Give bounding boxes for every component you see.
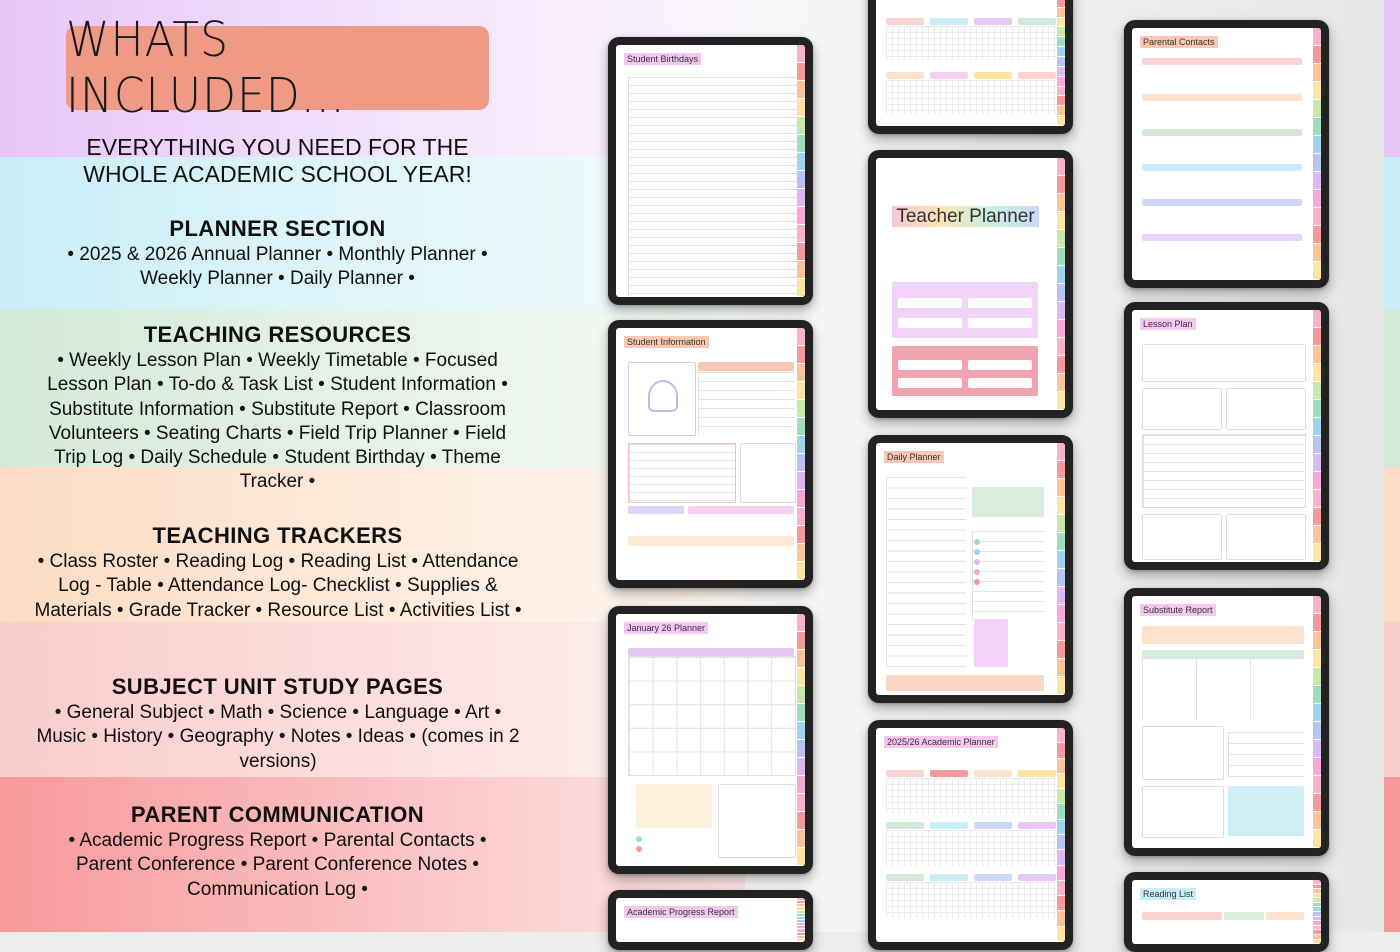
topic-box	[1142, 344, 1306, 382]
teacher-section-box	[892, 346, 1038, 396]
month-label	[1018, 18, 1056, 25]
page-heading: Student Information	[624, 336, 709, 348]
teacher-link[interactable]	[898, 378, 962, 388]
side-tab[interactable]	[1313, 704, 1321, 722]
planner-link[interactable]	[898, 298, 962, 308]
tablet-academic-planner	[868, 720, 1073, 950]
screen	[1132, 596, 1321, 848]
screen	[1132, 28, 1321, 280]
side-tab[interactable]	[797, 526, 805, 544]
side-tab[interactable]	[1057, 158, 1065, 176]
side-tab[interactable]	[1313, 118, 1321, 136]
tablet-reading-list	[1124, 872, 1329, 952]
side-tab[interactable]	[797, 135, 805, 153]
page-heading: Lesson Plan	[1140, 318, 1196, 330]
month-label	[974, 822, 1012, 829]
side-tab[interactable]	[1057, 461, 1065, 479]
page-heading: January 26 Planner	[624, 622, 708, 634]
list-dot	[636, 846, 642, 852]
side-tab[interactable]	[1057, 96, 1065, 106]
title-badge	[66, 11, 489, 125]
screen	[1132, 880, 1321, 944]
section-tabs[interactable]	[1057, 443, 1065, 695]
section-tabs[interactable]	[797, 45, 805, 297]
side-tab[interactable]	[797, 472, 805, 490]
side-tab[interactable]	[1057, 927, 1065, 942]
screen	[616, 45, 805, 297]
side-tab[interactable]	[1313, 614, 1321, 632]
students-table	[1142, 658, 1304, 720]
month-label	[974, 874, 1012, 881]
homework-box	[1142, 514, 1222, 560]
students-header	[1142, 650, 1304, 658]
notes-bar	[628, 536, 794, 546]
month-label	[886, 874, 924, 881]
cover-title: Teacher Planner	[876, 206, 1055, 228]
side-tab[interactable]	[797, 562, 805, 580]
edge-stripe-coral	[1384, 777, 1400, 932]
footer-bar	[886, 675, 1044, 691]
side-tab[interactable]	[797, 794, 805, 812]
mini-calendars	[886, 80, 1056, 114]
side-tab[interactable]	[1313, 740, 1321, 758]
tablet-student-information	[608, 320, 813, 588]
page-heading: Student Birthdays	[624, 53, 701, 65]
month-label	[1018, 72, 1056, 79]
month-label	[930, 770, 968, 777]
section-items-teaching-resources: • Weekly Lesson Plan • Weekly Timetable • Focused Lesson Plan • To-do & Task List • Student Information • Substitute Information • Substitute Report • Classroom Volunteers • Seating Charts • Field Trip Planner • Field Trip Log • Daily Schedule • Student Birthday • Theme Tracker •	[47, 350, 508, 493]
section-tabs[interactable]	[1057, 158, 1065, 410]
side-tab[interactable]	[1057, 47, 1065, 57]
side-tab[interactable]	[797, 668, 805, 686]
tablet-annual-calendar-top	[868, 0, 1073, 134]
objective-box	[1142, 388, 1222, 430]
side-tab[interactable]	[1057, 896, 1065, 911]
side-tab[interactable]	[1057, 67, 1065, 77]
edge-stripe-cyan	[1384, 157, 1400, 310]
side-tab[interactable]	[1313, 940, 1321, 944]
tablet-teacher-planner	[868, 150, 1073, 418]
label-pink	[688, 506, 794, 514]
side-tab[interactable]	[1057, 820, 1065, 835]
contact-header	[1142, 199, 1302, 206]
mini-calendars	[886, 778, 1056, 814]
side-tab[interactable]	[1057, 866, 1065, 881]
teacher-link[interactable]	[968, 378, 1032, 388]
side-tab[interactable]	[797, 189, 805, 207]
tablet-january-planner	[608, 606, 813, 874]
side-tab[interactable]	[1057, 774, 1065, 789]
side-tab[interactable]	[1057, 338, 1065, 356]
side-tab[interactable]	[1313, 812, 1321, 830]
side-tab[interactable]	[1057, 212, 1065, 230]
todo-dot	[974, 549, 980, 555]
side-tab[interactable]	[1313, 454, 1321, 472]
screen	[876, 0, 1065, 126]
side-tab[interactable]	[1313, 472, 1321, 490]
todo-dot	[974, 569, 980, 575]
section-tabs[interactable]	[1057, 728, 1065, 942]
side-tab[interactable]	[797, 81, 805, 99]
side-tab[interactable]	[1057, 881, 1065, 896]
side-tab[interactable]	[1057, 911, 1065, 926]
side-tab[interactable]	[1057, 18, 1065, 28]
side-tab[interactable]	[797, 722, 805, 740]
section-tabs[interactable]	[1313, 310, 1321, 562]
tagline-line-2: WHOLE ACADEMIC SCHOOL YEAR!	[83, 161, 472, 187]
mini-calendars	[886, 882, 1056, 918]
side-tab[interactable]	[1057, 569, 1065, 587]
page-heading: Daily Planner	[884, 451, 944, 463]
activity-summary	[1142, 434, 1306, 508]
side-tab[interactable]	[797, 99, 805, 117]
month-label	[1018, 770, 1056, 777]
month-label	[930, 822, 968, 829]
tablet-academic-progress	[608, 890, 813, 950]
hourly-schedule	[886, 477, 966, 667]
side-tab[interactable]	[797, 812, 805, 830]
page-heading: 2025/26 Academic Planner	[884, 736, 998, 748]
month-label	[930, 72, 968, 79]
side-tab[interactable]	[1313, 364, 1321, 382]
side-tab[interactable]	[797, 243, 805, 261]
edge-stripe-peach	[1384, 467, 1400, 622]
side-tab[interactable]	[1313, 136, 1321, 154]
month-label	[886, 770, 924, 777]
report-card	[1228, 732, 1304, 778]
teacher-link[interactable]	[898, 360, 962, 370]
side-tab[interactable]	[797, 328, 805, 346]
screen	[616, 328, 805, 580]
side-tab[interactable]	[1057, 284, 1065, 302]
month-label	[974, 18, 1012, 25]
page-heading: Academic Progress Report	[624, 906, 738, 918]
side-tab[interactable]	[1057, 116, 1065, 126]
reminders-box	[974, 619, 1008, 667]
month-label	[930, 18, 968, 25]
side-tab[interactable]	[1057, 605, 1065, 623]
list-header	[1224, 912, 1264, 920]
section-items-teaching-trackers: • Class Roster • Reading Log • Reading List • Attendance Log - Table • Attendance Log- Checklist • Supplies & Materials • Grade Tracker • Resource List • Activities List •	[34, 551, 522, 621]
page-heading: Reading List	[1140, 888, 1196, 900]
side-tab[interactable]	[1057, 587, 1065, 605]
side-tab[interactable]	[1313, 190, 1321, 208]
todo-dot	[974, 579, 980, 585]
section-tabs[interactable]	[1313, 28, 1321, 280]
materials-box	[1226, 388, 1306, 430]
side-tab[interactable]	[1057, 850, 1065, 865]
side-tab[interactable]	[1057, 659, 1065, 677]
side-tab[interactable]	[1057, 623, 1065, 641]
side-tab[interactable]	[1057, 804, 1065, 819]
notes-box	[740, 443, 796, 503]
section-tabs[interactable]	[797, 614, 805, 866]
screen	[616, 614, 805, 866]
screen	[616, 898, 805, 942]
side-tab[interactable]	[1057, 0, 1065, 8]
side-tab[interactable]	[1313, 328, 1321, 346]
side-tab[interactable]	[1313, 244, 1321, 262]
completed-work-box	[1142, 726, 1224, 780]
side-tab[interactable]	[1057, 266, 1065, 284]
side-tab[interactable]	[797, 400, 805, 418]
page-heading: Parental Contacts	[1140, 36, 1218, 48]
tablet-parental-contacts	[1124, 20, 1329, 288]
contact-header	[1142, 129, 1302, 136]
month-label	[930, 874, 968, 881]
month-grid	[628, 77, 798, 297]
side-tab[interactable]	[797, 614, 805, 632]
side-tab[interactable]	[797, 279, 805, 297]
info-table	[628, 443, 736, 503]
side-tab[interactable]	[1313, 668, 1321, 686]
side-tab[interactable]	[797, 686, 805, 704]
todo-dot	[974, 539, 980, 545]
side-tab[interactable]	[797, 830, 805, 848]
side-tab[interactable]	[1313, 544, 1321, 562]
tablet-daily-planner	[868, 435, 1073, 703]
side-tab[interactable]	[797, 207, 805, 225]
unexpected-box	[1142, 786, 1224, 838]
section-heading-parent-communication: PARENT COMMUNICATION	[130, 802, 425, 827]
side-tab[interactable]	[797, 632, 805, 650]
contact-header	[1142, 58, 1302, 65]
side-tab[interactable]	[1313, 650, 1321, 668]
side-tab[interactable]	[1057, 551, 1065, 569]
screen	[876, 158, 1065, 410]
side-tab[interactable]	[1313, 226, 1321, 244]
side-tab[interactable]	[797, 436, 805, 454]
side-tab[interactable]	[1057, 106, 1065, 116]
side-tab[interactable]	[797, 776, 805, 794]
side-tab[interactable]	[797, 225, 805, 243]
tablet-substitute-report	[1124, 588, 1329, 856]
side-tab[interactable]	[797, 544, 805, 562]
side-tab[interactable]	[1313, 28, 1321, 46]
side-tab[interactable]	[1057, 8, 1065, 18]
list-header	[1266, 912, 1304, 920]
month-label	[974, 72, 1012, 79]
side-tab[interactable]	[797, 490, 805, 508]
month-label	[974, 770, 1012, 777]
month-label	[1018, 874, 1056, 881]
month-label	[1018, 822, 1056, 829]
side-tab[interactable]	[797, 848, 805, 866]
edge-stripe-pink	[1384, 622, 1400, 777]
side-tab[interactable]	[1313, 82, 1321, 100]
tagline	[30, 134, 525, 188]
side-tab[interactable]	[1057, 743, 1065, 758]
section-items-parent-communication: • Academic Progress Report • Parental Contacts • Parent Conference • Parent Conference Notes • Communication Log •	[68, 830, 487, 900]
side-tab[interactable]	[1057, 497, 1065, 515]
side-tab[interactable]	[1313, 418, 1321, 436]
side-tab[interactable]	[797, 171, 805, 189]
profile-rows	[698, 372, 794, 434]
side-tab[interactable]	[1057, 479, 1065, 497]
side-tab[interactable]	[1057, 374, 1065, 392]
side-tab[interactable]	[1313, 794, 1321, 812]
side-tab[interactable]	[1057, 759, 1065, 774]
screen	[876, 443, 1065, 695]
side-tab[interactable]	[797, 382, 805, 400]
side-tab[interactable]	[797, 261, 805, 279]
priorities-box	[972, 487, 1044, 517]
section-tabs[interactable]	[797, 898, 805, 942]
todo-dot	[974, 559, 980, 565]
side-tab[interactable]	[1313, 776, 1321, 794]
side-tab[interactable]	[1313, 64, 1321, 82]
side-tab[interactable]	[1057, 533, 1065, 551]
student-profile-header	[698, 362, 794, 371]
list-header	[1142, 912, 1222, 920]
side-tab[interactable]	[1313, 46, 1321, 64]
section-heading-teaching-trackers: TEACHING TRACKERS	[152, 523, 403, 548]
side-tab[interactable]	[1313, 526, 1321, 544]
todo-list	[972, 531, 1044, 621]
side-tab[interactable]	[1057, 443, 1065, 461]
side-tab[interactable]	[1313, 154, 1321, 172]
side-tab[interactable]	[797, 508, 805, 526]
side-tab[interactable]	[797, 650, 805, 668]
side-tab[interactable]	[1057, 392, 1065, 410]
side-tab[interactable]	[1057, 789, 1065, 804]
side-tab[interactable]	[797, 364, 805, 382]
notes-box	[718, 784, 796, 858]
side-tab[interactable]	[1313, 490, 1321, 508]
contact-header	[1142, 234, 1302, 241]
section-heading-subject-unit: SUBJECT UNIT STUDY PAGES	[111, 674, 444, 699]
side-tab[interactable]	[797, 153, 805, 171]
calendar-grid	[628, 656, 796, 776]
side-tab[interactable]	[797, 63, 805, 81]
side-tab[interactable]	[1057, 677, 1065, 695]
section-tabs[interactable]	[1313, 596, 1321, 848]
side-tab[interactable]	[1313, 758, 1321, 776]
side-tab[interactable]	[1057, 57, 1065, 67]
side-tab[interactable]	[1057, 194, 1065, 212]
screen	[876, 728, 1065, 942]
side-tab[interactable]	[1313, 262, 1321, 280]
side-tab[interactable]	[1313, 722, 1321, 740]
side-tab[interactable]	[1313, 686, 1321, 704]
section-heading-teaching-resources: TEACHING RESOURCES	[143, 322, 412, 347]
label-lilac	[628, 506, 684, 514]
side-tab[interactable]	[1057, 27, 1065, 37]
side-tab[interactable]	[1313, 172, 1321, 190]
side-tab[interactable]	[797, 45, 805, 63]
list-dot	[636, 836, 642, 842]
contact-header	[1142, 164, 1302, 171]
side-tab[interactable]	[1057, 515, 1065, 533]
section-tabs[interactable]	[1057, 0, 1065, 126]
side-tab[interactable]	[1313, 346, 1321, 364]
planner-link[interactable]	[968, 298, 1032, 308]
side-tab[interactable]	[1313, 100, 1321, 118]
month-label	[886, 18, 924, 25]
side-tab[interactable]	[797, 758, 805, 776]
side-tab[interactable]	[797, 346, 805, 364]
section-heading-planner: PLANNER SECTION	[169, 216, 386, 241]
notes-box	[1228, 786, 1304, 836]
assessment-box	[1226, 514, 1306, 560]
side-tab[interactable]	[1057, 37, 1065, 47]
section-items-planner: • 2025 & 2026 Annual Planner • Monthly Planner • Weekly Planner • Daily Planner •	[67, 244, 488, 290]
tablet-student-birthdays	[608, 37, 813, 305]
side-tab[interactable]	[1057, 87, 1065, 97]
side-tab[interactable]	[1313, 208, 1321, 226]
side-tab[interactable]	[1057, 320, 1065, 338]
side-tab[interactable]	[1057, 77, 1065, 87]
section-items-subject-unit: • General Subject • Math • Science • Language • Art • Music • History • Geography • Notes • Ideas • (comes in 2 versions)	[36, 702, 520, 772]
section-tabs[interactable]	[797, 328, 805, 580]
side-tab[interactable]	[1057, 641, 1065, 659]
side-tab[interactable]	[797, 117, 805, 135]
tagline-line-1: EVERYTHING YOU NEED FOR THE	[86, 134, 469, 160]
side-tab[interactable]	[1313, 508, 1321, 526]
page-title: WHATS INCLUDED...	[66, 11, 346, 125]
side-tab[interactable]	[1313, 436, 1321, 454]
section-tabs[interactable]	[1313, 880, 1321, 944]
month-label	[886, 72, 924, 79]
month-label	[886, 822, 924, 829]
side-tab[interactable]	[797, 418, 805, 436]
screen	[1132, 310, 1321, 562]
planner-link[interactable]	[898, 318, 962, 328]
edge-stripe-lilac	[1384, 0, 1400, 157]
side-tab[interactable]	[1313, 830, 1321, 848]
side-tab[interactable]	[1313, 310, 1321, 328]
side-tab[interactable]	[1313, 596, 1321, 614]
side-tab[interactable]	[1057, 176, 1065, 194]
mini-calendars	[886, 26, 1056, 60]
side-tab[interactable]	[1057, 728, 1065, 743]
page-heading: Substitute Report	[1140, 604, 1216, 616]
side-tab[interactable]	[1313, 400, 1321, 418]
planner-section-box	[892, 282, 1038, 338]
side-tab[interactable]	[1057, 230, 1065, 248]
side-tab[interactable]	[797, 454, 805, 472]
side-tab[interactable]	[797, 939, 805, 942]
weekday-header	[628, 648, 794, 656]
tablet-lesson-plan	[1124, 302, 1329, 570]
side-tab[interactable]	[797, 704, 805, 722]
side-tab[interactable]	[797, 740, 805, 758]
monthly-goals	[636, 784, 712, 828]
contact-header	[1142, 94, 1302, 101]
side-tab[interactable]	[1313, 632, 1321, 650]
side-tab[interactable]	[1313, 382, 1321, 400]
teacher-link[interactable]	[968, 360, 1032, 370]
mini-calendars	[886, 830, 1056, 866]
side-tab[interactable]	[1057, 835, 1065, 850]
avatar-icon	[648, 380, 678, 412]
planner-link[interactable]	[968, 318, 1032, 328]
side-tab[interactable]	[1057, 248, 1065, 266]
side-tab[interactable]	[1057, 356, 1065, 374]
edge-stripe-green	[1384, 310, 1400, 467]
side-tab[interactable]	[1057, 302, 1065, 320]
info-bar	[1142, 626, 1304, 644]
